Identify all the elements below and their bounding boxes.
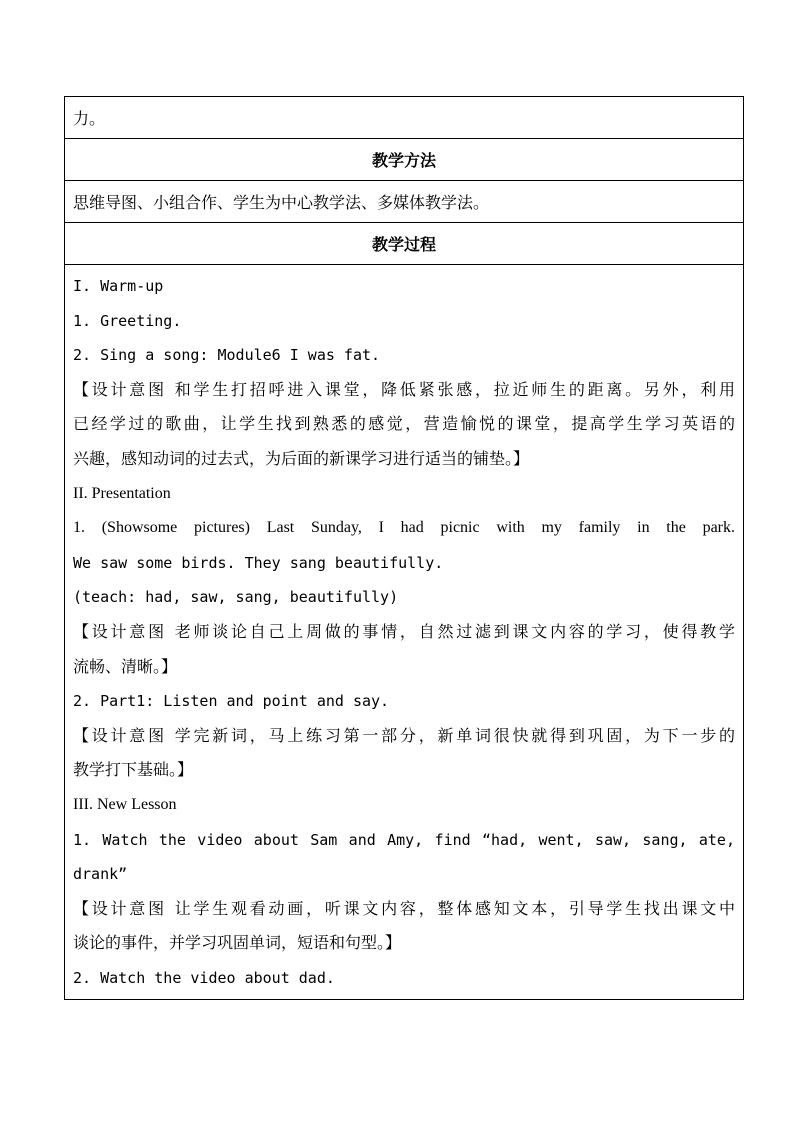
text-line: We saw some birds. They sang beautifully. bbox=[73, 553, 444, 572]
text-line: 1. Greeting. bbox=[73, 311, 182, 330]
text-line: 2. Watch the video about dad. bbox=[73, 968, 335, 987]
design-intent-line: 流畅、清晰。】 bbox=[73, 656, 178, 676]
design-intent-line: 【设计意图 学完新词，马上练习第一部分，新单词很快就得到巩固，为下一步的 bbox=[73, 725, 735, 745]
design-intent-line: 兴趣，感知动词的过去式，为后面的新课学习进行适当的铺垫。】 bbox=[73, 448, 530, 468]
section-heading-warmup: I. Warm-up bbox=[73, 277, 164, 295]
methods-text: 思维导图、小组合作、学生为中心教学法、多媒体教学法。 bbox=[65, 181, 744, 223]
continued-text-cell: 力。 bbox=[65, 97, 744, 139]
methods-heading: 教学方法 bbox=[65, 139, 744, 181]
design-intent-line: 【设计意图 老师谈论自己上周做的事情，自然过滤到课文内容的学习，使得教学 bbox=[73, 621, 735, 641]
design-intent-line: 【设计意图 和学生打招呼进入课堂，降低紧张感，拉近师生的距离。另外，利用 bbox=[73, 379, 735, 399]
section-heading-new-lesson: III. New Lesson bbox=[73, 795, 177, 813]
design-intent-line: 谈论的事件，并学习巩固单词，短语和句型。】 bbox=[73, 933, 402, 953]
lesson-plan-table bbox=[64, 96, 744, 1000]
table-row bbox=[65, 139, 744, 181]
section-heading-presentation: II. Presentation bbox=[73, 484, 171, 502]
text-line: 1. (Showsome pictures) Last Sunday, I had picnic with my family in the park. bbox=[73, 519, 735, 537]
text-line: 2. Part1: Listen and point and say. bbox=[73, 692, 390, 711]
process-heading: 教学过程 bbox=[65, 223, 744, 265]
design-intent-line: 【设计意图 让学生观看动画，听课文内容，整体感知文本，引导学生找出课文中 bbox=[73, 898, 735, 918]
table-row bbox=[65, 265, 744, 1000]
table-row bbox=[65, 181, 744, 223]
table-row bbox=[65, 223, 744, 265]
text-line: drank” bbox=[73, 865, 128, 884]
table-row bbox=[65, 97, 744, 139]
text-line: 2. Sing a song: Module6 I was fat. bbox=[73, 346, 381, 365]
design-intent-line: 教学打下基础。】 bbox=[73, 760, 194, 780]
text-line: 1. Watch the video about Sam and Amy, find “had, went, saw, sang, ate, bbox=[73, 830, 735, 849]
design-intent-line: 已经学过的歌曲，让学生找到熟悉的感觉，营造愉悦的课堂，提高学生学习英语的 bbox=[73, 414, 735, 434]
text-line: (teach: had, saw, sang, beautifully) bbox=[73, 588, 399, 607]
process-content bbox=[65, 265, 744, 1000]
